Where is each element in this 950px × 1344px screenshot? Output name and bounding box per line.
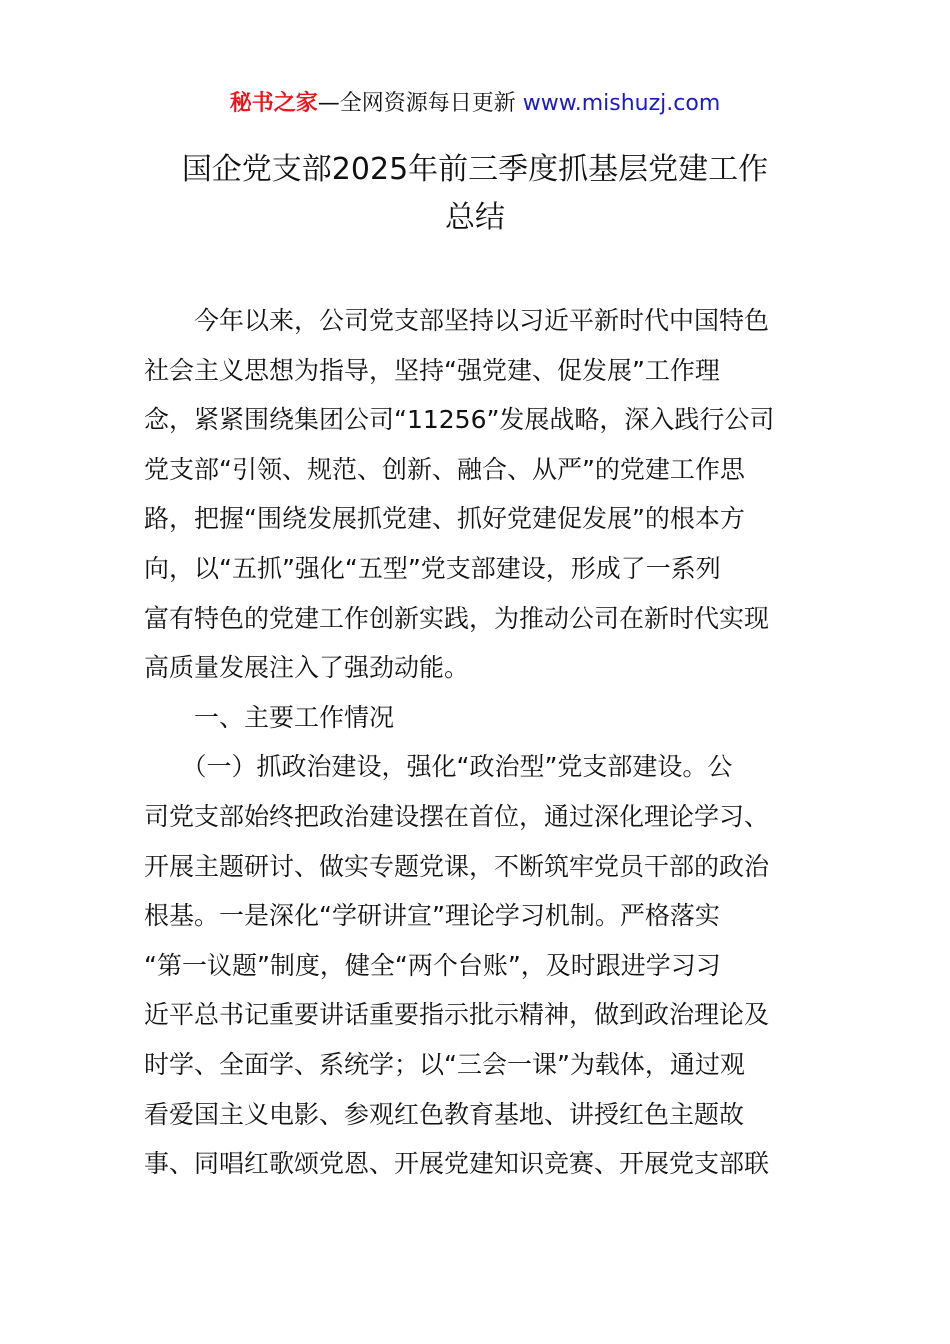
text-line: 根基。一是深化“学研讲宣”理论学习机制。严格落实 [144,901,720,931]
text-line: 司党支部始终把政治建设摆在首位，通过深化理论学习、 [144,801,770,831]
title-line-2: 总结 [445,200,505,235]
title-line-1: 国企党支部2025年前三季度抓基层党建工作 [181,152,769,187]
section-1-paragraph [144,742,806,1188]
text-line: 念，紧紧围绕集团公司“11256”发展战略，深入践行公司 [144,405,775,435]
text-line: 党支部“引领、规范、创新、融合、从严”的党建工作思 [144,454,745,484]
text-line: 富有特色的党建工作创新实践，为推动公司在新时代实现 [144,603,770,633]
text-line: 时学、全面学、系统学；以“三会一课”为载体，通过观 [144,1049,745,1079]
header-tagline: —全网资源每日更新 [317,91,523,116]
text-line: 事、同唱红歌颂党恩、开展党建知识竞赛、开展党支部联 [144,1149,770,1179]
document-title [100,146,850,242]
intro-paragraph [144,296,806,693]
site-url-link[interactable]: www.mishuzj.com [522,91,721,116]
text-line: 高质量发展注入了强劲动能。 [144,653,470,683]
text-line: 向，以“五抓”强化“五型”党支部建设，形成了一系列 [144,553,721,583]
section-heading-text: 一、主要工作情况 [144,702,395,732]
site-header [0,88,950,120]
text-line: 社会主义思想为指导，坚持“强党建、促发展”工作理 [144,355,720,385]
brand-name: 秘书之家 [229,91,318,116]
document-body [144,296,806,1189]
text-line: 近平总书记重要讲话重要指示批示精神，做到政治理论及 [144,1000,770,1030]
text-line: 路，把握“围绕发展抓党建、抓好党建促发展”的根本方 [144,504,745,534]
text-line: 看爱国主义电影、参观红色教育基地、讲授红色主题故 [144,1099,745,1129]
text-line: （一）抓政治建设，强化“政治型”党支部建设。公 [144,752,733,782]
section-heading [144,693,806,743]
text-line: “第一议题”制度，健全“两个台账”，及时跟进学习习 [144,950,721,980]
text-line: 开展主题研讨、做实专题党课，不断筑牢党员干部的政治 [144,851,770,881]
text-line: 今年以来，公司党支部坚持以习近平新时代中国特色 [144,306,770,335]
